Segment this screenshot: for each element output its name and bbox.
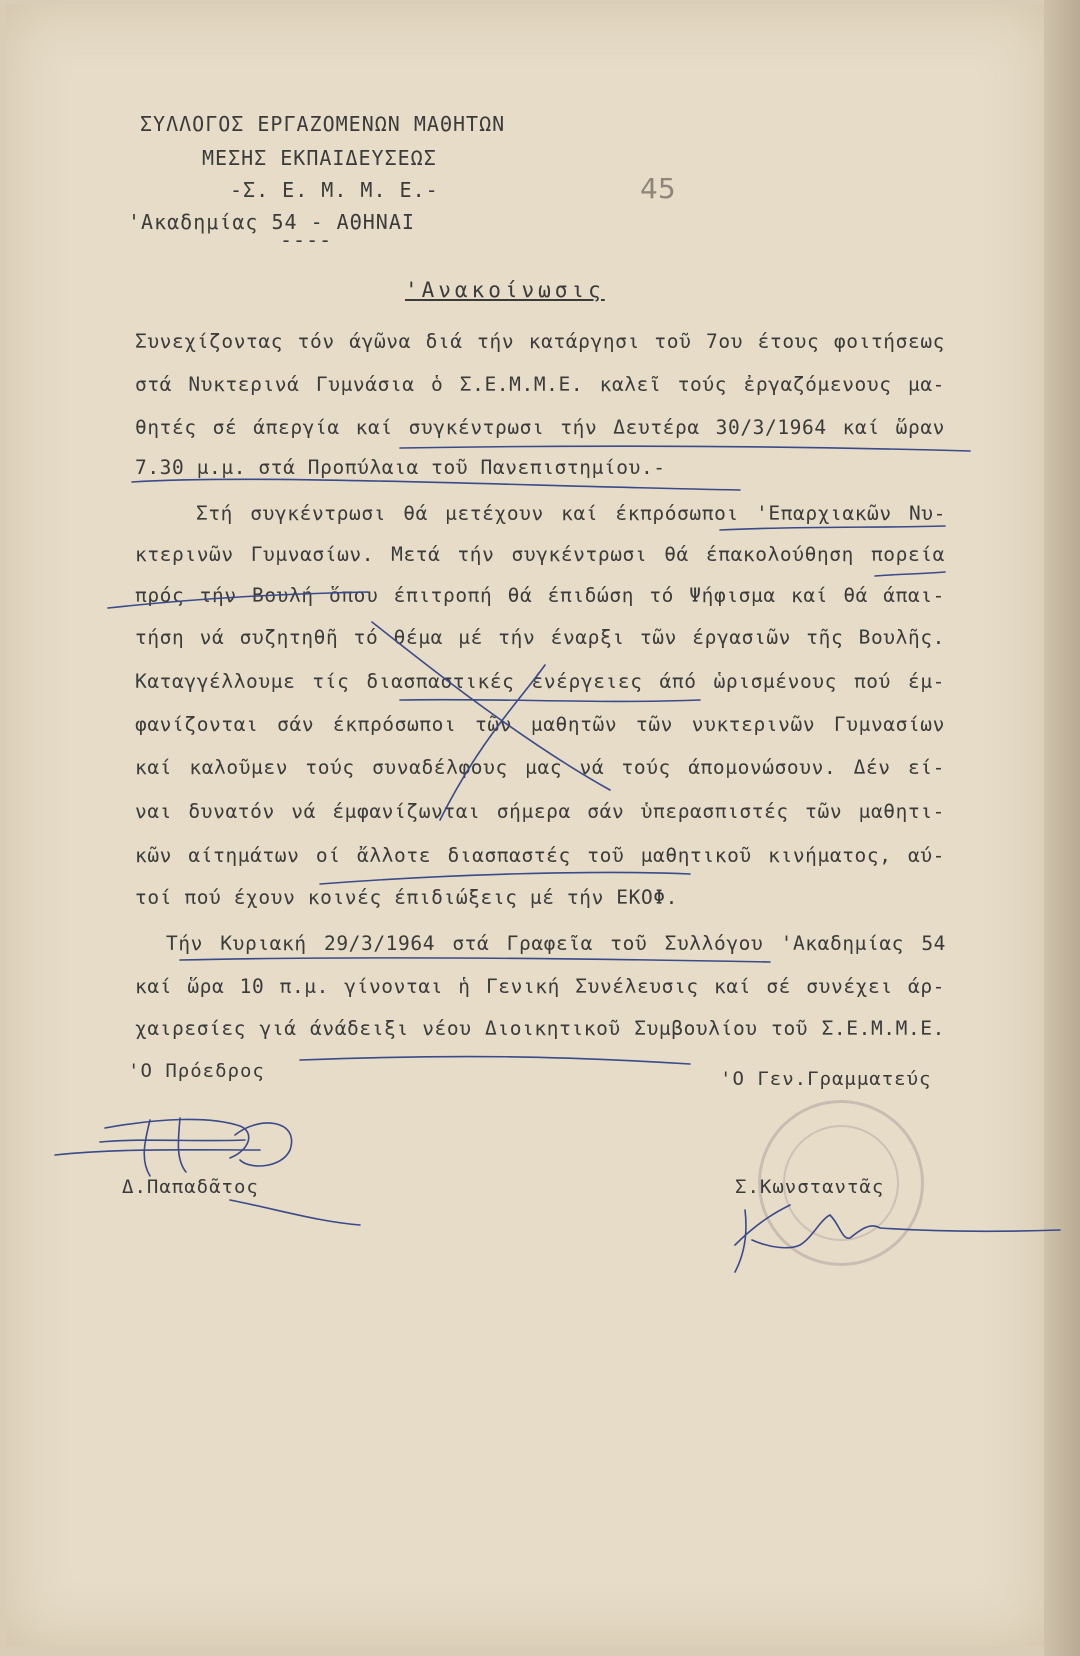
secretary-signature	[880, 1228, 1060, 1231]
president-signature	[235, 1123, 292, 1166]
president-signature	[178, 1118, 186, 1172]
pen-underline	[132, 479, 740, 490]
paragraph3-line: Τήν Κυριακή 29/3/1964 στά Γραφεῖα τοῦ Συλλόγου 'Ακαδημίας 54	[166, 932, 946, 955]
pen-cross-out	[440, 665, 545, 820]
org-name-line1: ΣΥΛΛΟΓΟΣ ΕΡΓΑΖΟΜΕΝΩΝ ΜΑΘΗΤΩΝ	[140, 112, 506, 136]
paragraph2-line: φανίζονται σάν έκπρόσωποι τῶν μαθητῶν τῶν νυκτερινῶν Γυμνασίων	[135, 713, 945, 736]
page-number-pencil: 45	[640, 172, 676, 205]
secretary-role: 'Ο Γεν.Γραμματεύς	[720, 1068, 932, 1090]
secretary-name: Σ.Κωνσταντᾶς	[735, 1176, 885, 1198]
pen-underline	[180, 958, 770, 962]
org-abbreviation: -Σ. Ε. Μ. Μ. Ε.-	[230, 178, 439, 202]
document-title: 'Ανακοίνωσις	[405, 278, 605, 302]
paragraph1-line: 7.30 μ.μ. στά Προπύλαια τοῦ Πανεπιστημίου.-	[135, 456, 666, 479]
paragraph2-line: πρός τήν Βουλή ὅπου έπιτροπή θά έπιδώση τό Ψήφισμα καί θά άπαι-	[135, 584, 945, 607]
paragraph1-line: θητές σέ άπεργία καί συγκέντρωσι τήν Δευτέρα 30/3/1964 καί ὥραν	[135, 416, 945, 439]
president-signature	[144, 1120, 150, 1176]
president-signature	[230, 1200, 360, 1225]
paragraph2-line: τήση νά συζητηθῆ τό θέμα μέ τήν έναρξι τῶν έργασιῶν τῆς Βουλῆς.	[135, 626, 945, 649]
paragraph3-line: καί ὥρα 10 π.μ. γίνονται ἡ Γενική Συνέλευσις καί σέ συνέχει άρ-	[135, 975, 945, 998]
secretary-signature	[752, 1215, 880, 1248]
paragraph2-line: τοί πού έχουν κοινές έπιδιώξεις μέ τήν ΕΚΟΦ.	[135, 886, 678, 909]
paragraph2-line: ναι δυνατόν νά έμφανίζωνται σήμερα σάν ὑπερασπιστές τῶν μαθητι-	[135, 800, 945, 823]
paragraph2-line: κῶν αίτημάτων οί ἄλλοτε διασπαστές τοῦ μαθητικοῦ κινήματος, αύ-	[135, 844, 945, 867]
president-role: 'Ο Πρόεδρος	[128, 1060, 265, 1082]
pen-underline	[875, 572, 945, 576]
paragraph1-line: στά Νυκτερινά Γυμνάσια ὁ Σ.Ε.Μ.Μ.Ε. καλεῖ τούς ἐργαζόμενους μα-	[135, 373, 945, 396]
pen-underline	[720, 526, 945, 530]
org-address: 'Ακαδημίας 54 - ΑΘΗΝΑΙ	[128, 210, 415, 234]
paragraph2-line: Καταγγέλλουμε τίς διασπαστικές ένέργειες άπό ὡρισμένους πού έμ-	[135, 670, 945, 693]
org-name-line2: ΜΕΣΗΣ ΕΚΠΑΙΔΕΥΣΕΩΣ	[202, 146, 437, 170]
president-signature	[55, 1150, 260, 1155]
pen-underline	[320, 872, 690, 884]
header-separator: ----	[280, 228, 333, 252]
secretary-signature	[735, 1210, 746, 1272]
president-signature	[105, 1119, 249, 1158]
paragraph2-line: Στή συγκέντρωσι θά μετέχουν καί έκπρόσωποι 'Επαρχιακῶν Νυ-	[196, 502, 946, 525]
paragraph2-line: καί καλοῦμεν τούς συναδέλφους μας νά τούς άπομονώσουν. Δέν εί-	[135, 756, 945, 779]
paragraph1-line: Συνεχίζοντας τόν άγῶνα διά τήν κατάργησι τοῦ 7ου έτους φοιτήσεως	[135, 330, 945, 353]
paragraph2-line: κτερινῶν Γυμνασίων. Μετά τήν συγκέντρωσι θά έπακολούθηση πορεία	[135, 543, 945, 566]
paragraph3-line: χαιρεσίες γιά άνάδειξι νέου Διοικητικοῦ Συμβουλίου τοῦ Σ.Ε.Μ.Μ.Ε.	[135, 1017, 945, 1040]
pen-underline	[300, 1057, 690, 1064]
pen-cross-out	[372, 622, 610, 790]
president-signature	[100, 1140, 245, 1142]
pen-underline	[108, 592, 368, 608]
president-name: Δ.Παπαδᾶτος	[122, 1176, 259, 1198]
secretary-signature	[735, 1205, 790, 1245]
pen-underline	[400, 700, 700, 702]
pen-underline	[400, 446, 970, 451]
